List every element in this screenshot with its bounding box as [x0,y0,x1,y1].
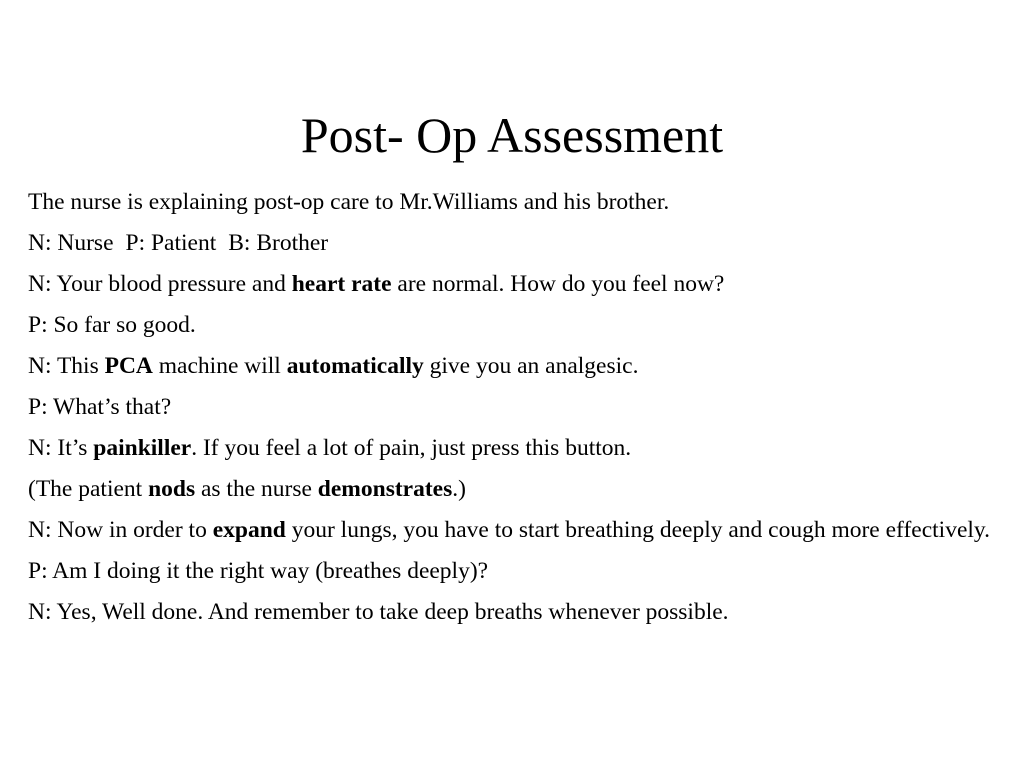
dialogue-line-so-far [28,308,1003,342]
intro-text: The nurse is explaining post-op care to Mr.Williams and his brother. [28,189,670,215]
dialogue-text: are normal. How do you feel now? [391,271,725,297]
dialogue-text: N: It’s [28,435,94,461]
dialogue-text: give you an analgesic. [423,353,639,379]
keyword-automatically: automatically [286,353,424,379]
dialogue-line-painkiller [28,431,1003,465]
keyword-nods: nods [148,476,196,502]
dialogue-text: P: Am I doing it the right way (breathes deeply)? [28,558,489,584]
dialogue-text: N: This [28,353,105,379]
keyword-expand: expand [212,517,286,543]
dialogue-line-whats-that [28,390,1003,424]
dialogue-text: P: So far so good. [28,312,196,338]
dialogue-text: N: Now in order to [28,517,213,543]
dialogue-text: (The patient [28,476,149,502]
dialogue-text: your lungs, you have to start breathing deeply and cough more effectively. [285,517,990,543]
dialogue-text: as the nurse [195,476,318,502]
dialogue-line-well-done [28,595,1003,629]
legend-brother: B: Brother [228,230,329,256]
dialogue-line-right-way [28,554,1003,588]
dialogue-line-heart-rate [28,267,1003,301]
legend-nurse: N: Nurse [28,230,114,256]
dialogue-line-pca [28,349,1003,383]
dialogue-text: .) [452,476,466,502]
dialogue-text: P: What’s that? [28,394,172,420]
dialogue-line-expand [28,513,1003,547]
dialogue-text: . If you feel a lot of pain, just press this button. [191,435,632,461]
dialogue-text: N: Yes, Well done. And remember to take deep breaths whenever possible. [28,599,729,625]
keyword-pca: PCA [104,353,153,379]
speaker-legend [28,226,1003,260]
keyword-heart-rate: heart rate [291,271,392,297]
keyword-painkiller: painkiller [93,435,192,461]
stage-direction-line [28,472,1003,506]
slide-title: Post- Op Assessment [300,107,724,163]
slide-body [28,185,1003,636]
legend-patient: P: Patient [125,230,217,256]
dialogue-text: N: Your blood pressure and [28,271,292,297]
keyword-demonstrates: demonstrates [317,476,453,502]
dialogue-text: machine will [152,353,287,379]
intro-line [28,185,1003,219]
